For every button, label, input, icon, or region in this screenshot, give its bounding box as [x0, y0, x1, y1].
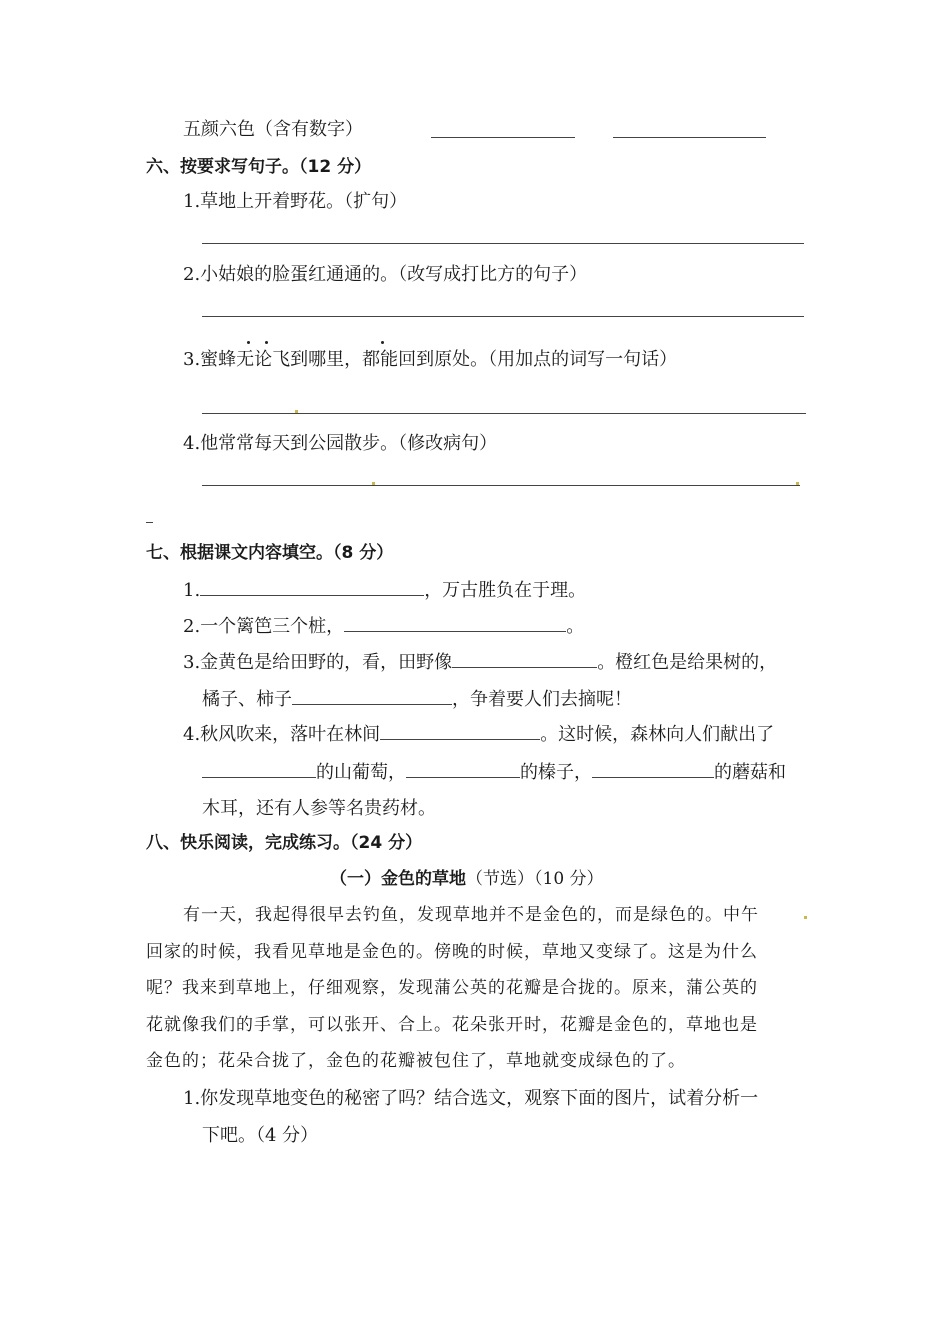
question-7-1-suffix: ，万古胜负在于理。 [424, 580, 587, 601]
answer-line[interactable] [202, 413, 806, 414]
question-6-1: 1.草地上开着野花。（扩句） [183, 191, 408, 212]
question-7-3-cont [202, 686, 632, 712]
question-7-4-part-e: 的蘑菇和 [714, 762, 786, 783]
question-7-3-part-d: ，争着要人们去摘呢！ [452, 689, 632, 710]
passage-line: 有一天，我起得很早去钓鱼，发现草地并不是金色的，而是绿色的。中午 [183, 905, 759, 925]
passage-title-main: （一）金色的草地 [330, 869, 466, 889]
answer-line[interactable] [613, 137, 766, 138]
emphasis-dot [381, 341, 384, 344]
answer-line[interactable] [202, 316, 804, 317]
passage-line: 呢？我来到草地上，仔细观察，发现蒲公英的花瓣是合拢的。原来，蒲公英的 [146, 978, 758, 998]
question-7-4-part-a: 4.秋风吹来，落叶在林间 [183, 724, 381, 745]
question-7-4-cont2: 木耳，还有人参等名贵药材。 [202, 798, 436, 819]
answer-line[interactable] [431, 137, 575, 138]
blank[interactable] [292, 686, 452, 705]
question-7-1-prefix: 1. [183, 580, 201, 601]
stray-mark [146, 522, 153, 523]
blank[interactable] [452, 649, 597, 668]
section-7-heading: 七、根据课文内容填空。（8 分） [146, 543, 394, 563]
question-7-4-part-d: 的榛子， [520, 762, 592, 783]
question-7-3-part-b: 。橙红色是给果树的， [597, 652, 778, 673]
question-7-1 [183, 577, 586, 603]
answer-line[interactable] [202, 485, 800, 486]
question-7-3-part-c: 橘子、柿子 [202, 689, 292, 710]
section-6-heading: 六、按要求写句子。（12 分） [146, 157, 372, 177]
mark-dot [796, 482, 799, 485]
blank[interactable] [592, 759, 714, 778]
answer-line[interactable] [202, 243, 804, 244]
blank[interactable] [202, 759, 316, 778]
emphasis-dot [265, 341, 268, 344]
blank[interactable] [344, 613, 566, 632]
question-7-4-part-c: 的山葡萄， [316, 762, 406, 783]
question-7-2-prefix: 2.一个篱笆三个桩， [183, 616, 345, 637]
passage-title [330, 867, 604, 891]
question-8-1-cont: 下吧。（4 分） [202, 1125, 319, 1146]
question-7-2-suffix: 。 [566, 616, 585, 637]
word-item-text: 五颜六色（含有数字） [183, 119, 363, 140]
question-7-3-part-a: 3.金黄色是给田野的，看，田野像 [183, 652, 453, 673]
question-7-4-cont [202, 759, 786, 785]
section-8-heading: 八、快乐阅读，完成练习。（24 分） [146, 833, 423, 853]
question-7-2 [183, 613, 584, 639]
passage-title-note: （节选）（10 分） [466, 869, 604, 889]
question-7-4-part-b: 。这时候，森林向人们献出了 [540, 724, 775, 745]
passage-line: 金色的；花朵合拢了，金色的花瓣被包住了，草地就变成绿色的了。 [146, 1051, 686, 1071]
question-6-4: 4.他常常每天到公园散步。（修改病句） [183, 433, 498, 454]
mark-dot [295, 410, 298, 413]
question-6-2: 2.小姑娘的脸蛋红通通的。（改写成打比方的句子） [183, 264, 588, 285]
blank[interactable] [380, 721, 540, 740]
question-7-4 [183, 721, 774, 747]
blank[interactable] [200, 577, 424, 596]
passage-line: 花就像我们的手掌，可以张开、合上。花朵张开时，花瓣是金色的，草地也是 [146, 1015, 758, 1035]
blank[interactable] [406, 759, 520, 778]
question-6-3: 3.蜜蜂无论飞到哪里，都能回到原处。（用加点的词写一句话） [183, 349, 678, 370]
mark-dot [372, 482, 375, 485]
question-7-3 [183, 649, 777, 675]
passage-line: 回家的时候，我看见草地是金色的。傍晚的时候，草地又变绿了。这是为什么 [146, 942, 758, 962]
question-8-1: 1.你发现草地变色的秘密了吗？结合选文，观察下面的图片，试着分析一 [183, 1088, 759, 1109]
mark-dot [804, 916, 807, 919]
emphasis-dot [247, 341, 250, 344]
